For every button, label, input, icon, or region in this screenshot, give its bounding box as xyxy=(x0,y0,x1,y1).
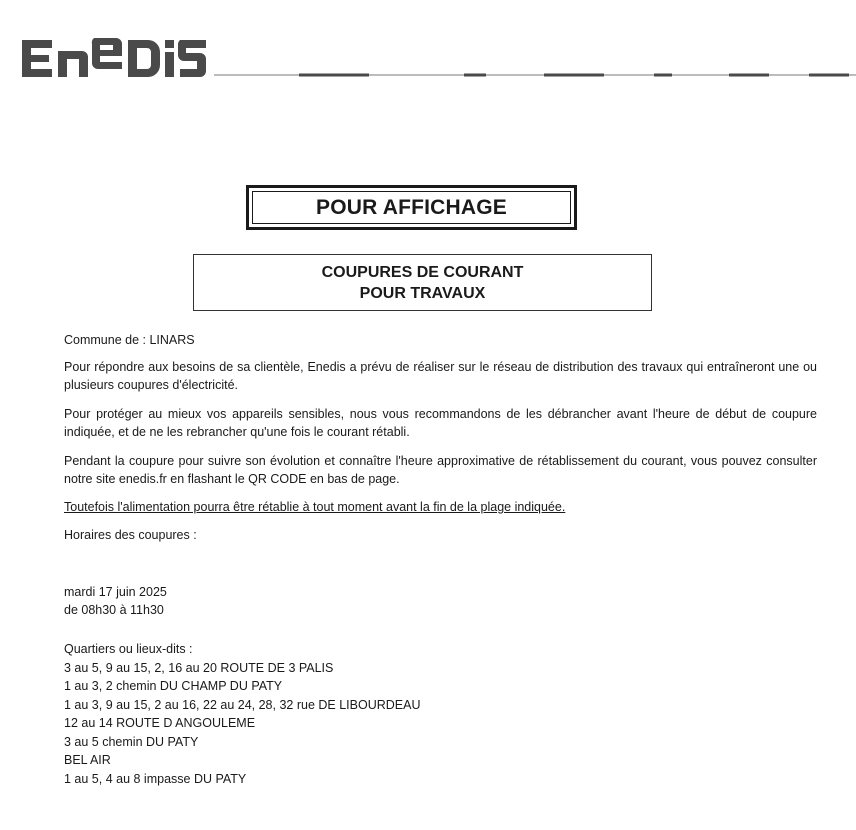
zones-label: Quartiers ou lieux-dits : xyxy=(64,642,193,656)
paragraph-1: Pour répondre aux besoins de sa clientèle, Enedis a prévu de réaliser sur le réseau de distribution des travaux qui entraîneront une ou plusieurs coupures d'électricité. xyxy=(64,360,817,392)
subtitle-line-1: COUPURES DE COURANT xyxy=(321,263,524,281)
commune-line: Commune de : LINARS xyxy=(64,333,195,347)
paragraph-3: Pendant la coupure pour suivre son évolution et connaître l'heure approximative de rétablissement du courant, vous pouvez consulter notre site enedis.fr en flashant le QR CODE en bas de page. xyxy=(64,454,817,486)
outage-time: de 08h30 à 11h30 xyxy=(64,603,164,617)
zone-item: 1 au 3, 2 chemin DU CHAMP DU PATY xyxy=(64,679,283,693)
zone-item: 1 au 3, 9 au 15, 2 au 16, 22 au 24, 28, 32 rue DE LIBOURDEAU xyxy=(64,697,421,712)
zone-item: BEL AIR xyxy=(64,753,111,767)
zone-item: 1 au 5, 4 au 8 impasse DU PATY xyxy=(64,771,247,786)
page-title: POUR AFFICHAGE xyxy=(252,191,571,224)
outage-date: mardi 17 juin 2025 xyxy=(64,585,167,599)
header-rule xyxy=(214,73,856,77)
zone-item: 12 au 14 ROUTE D ANGOULEME xyxy=(64,716,256,730)
zones-list xyxy=(64,640,420,788)
zone-item: 3 au 5, 9 au 15, 2, 16 au 20 ROUTE DE 3 PALIS xyxy=(64,660,334,675)
logo-text: ENEDIS xyxy=(20,34,24,35)
paragraph-2: Pour protéger au mieux vos appareils sensibles, nous vous recommandons de les débrancher avant l'heure de début de coupure indiquée, et de ne les rebrancher qu'une fois le courant rétabli. xyxy=(64,407,817,439)
underline-note: Toutefois l'alimentation pourra être rétablie à tout moment avant la fin de la plage indiquée. xyxy=(64,500,566,514)
enedis-logo xyxy=(20,34,210,80)
zone-item: 3 au 5 chemin DU PATY xyxy=(64,734,199,749)
subtitle-line-2: POUR TRAVAUX xyxy=(359,284,486,302)
subtitle-box xyxy=(193,254,652,311)
schedule-label: Horaires des coupures : xyxy=(64,528,197,542)
title-box xyxy=(246,185,577,230)
